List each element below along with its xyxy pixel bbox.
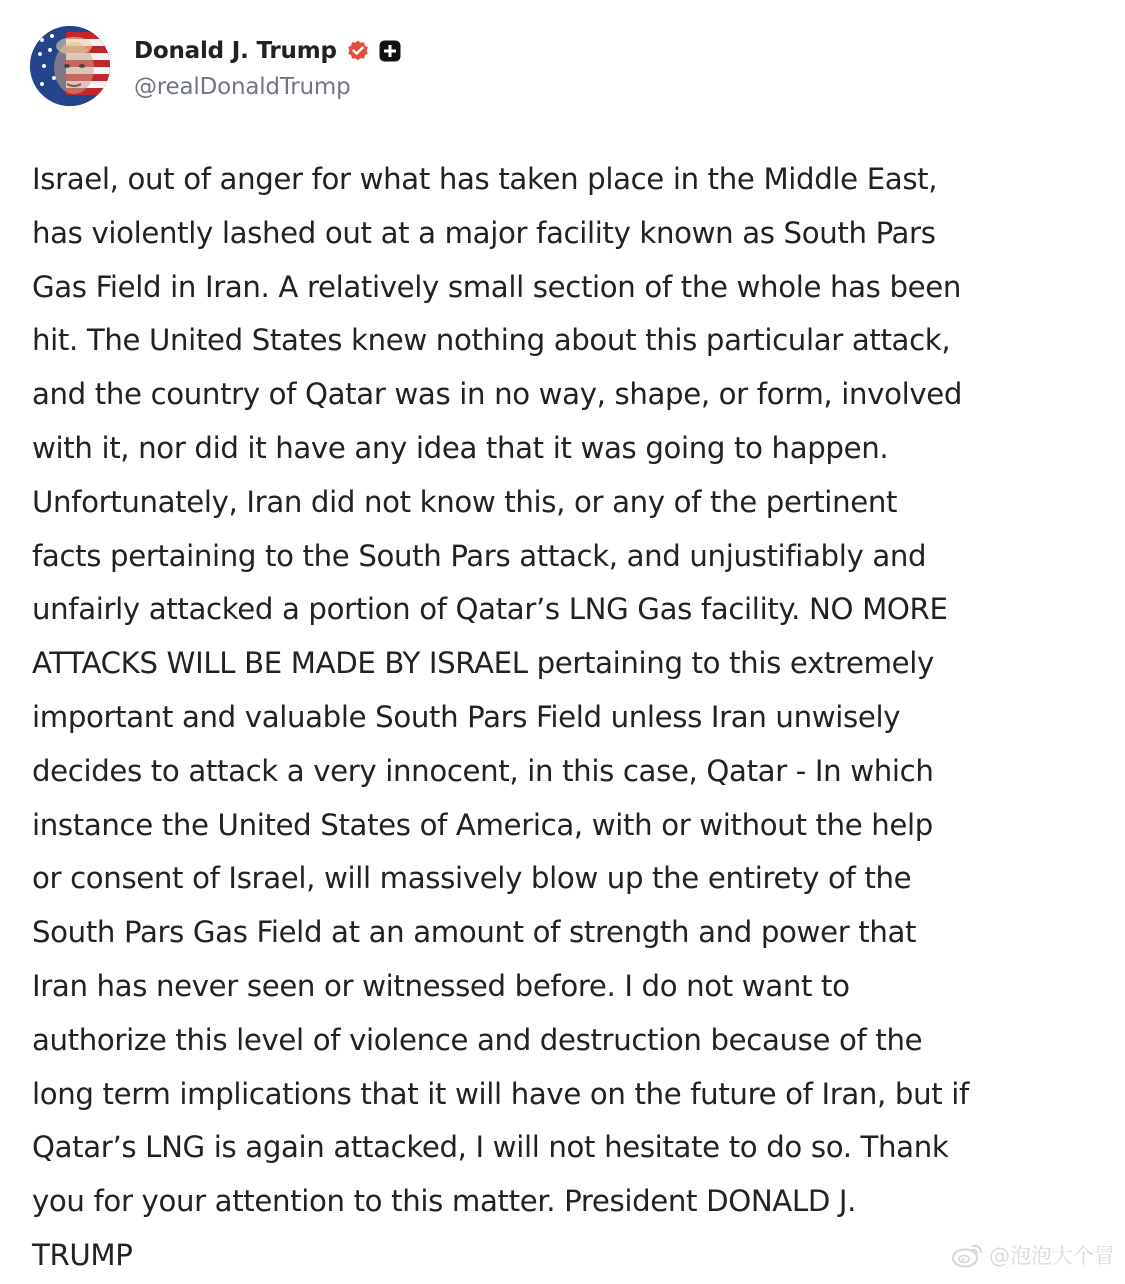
verified-badge-icon	[346, 39, 370, 63]
post-body-line: South Pars Gas Field at an amount of strength and power that	[32, 915, 917, 950]
post-body-line: Israel, out of anger for what has taken place in the Middle East,	[32, 162, 938, 196]
post-body-line: Unfortunately, Iran did not know this, or any of the pertinent	[32, 484, 898, 519]
post-body-line: and the country of Qatar was in no way, shape, or form, involved	[32, 377, 963, 412]
post-body-line: facts pertaining to the South Pars attack, and unjustifiably and	[32, 538, 927, 573]
post-body-line: instance the United States of America, with or without the help	[32, 807, 933, 842]
post-body-line: Qatar’s LNG is again attacked, I will not hesitate to do so. Thank	[32, 1130, 949, 1165]
weibo-logo-icon	[951, 1241, 985, 1269]
author-name[interactable]: Donald J. Trump	[134, 38, 337, 64]
watermark	[951, 1240, 1115, 1270]
post-body-line: unfairly attacked a portion of Qatar’s LNG Gas facility. NO MORE	[32, 592, 948, 627]
post-body-line: you for your attention to this matter. President DONALD J.	[32, 1184, 857, 1219]
post-body-line: Gas Field in Iran. A relatively small section of the whole has been	[32, 269, 962, 304]
post-body-line: important and valuable South Pars Field unless Iran unwisely	[32, 699, 901, 734]
post-body-line: decides to attack a very innocent, in this case, Qatar - In which	[32, 753, 934, 788]
avatar[interactable]	[30, 26, 110, 106]
post-body-line: authorize this level of violence and destruction because of the	[32, 1022, 923, 1057]
author-name-row	[134, 32, 402, 70]
author-handle[interactable]: @realDonaldTrump	[134, 74, 351, 100]
post-body-line: has violently lashed out at a major facility known as South Pars	[32, 215, 936, 250]
plus-square-icon	[378, 39, 402, 63]
post-body-line: TRUMP	[32, 1237, 133, 1272]
post-body-line: Iran has never seen or witnessed before. I do not want to	[32, 968, 850, 1003]
post-body-line: with it, nor did it have any idea that it was going to happen.	[32, 430, 889, 465]
post-body-line: ATTACKS WILL BE MADE BY ISRAEL pertaining to this extremely	[32, 646, 934, 681]
post-body-line: or consent of Israel, will massively blow up the entirety of the	[32, 861, 912, 896]
post-body-line: long term implications that it will have on the future of Iran, but if	[32, 1076, 969, 1111]
watermark-text: @泡泡大个冒	[989, 1244, 1115, 1268]
avatar-image	[30, 26, 110, 106]
author-identity	[134, 32, 402, 100]
post-body	[32, 153, 1102, 1283]
post-header	[30, 24, 402, 108]
post-body-line: hit. The United States knew nothing about this particular attack,	[32, 323, 951, 358]
